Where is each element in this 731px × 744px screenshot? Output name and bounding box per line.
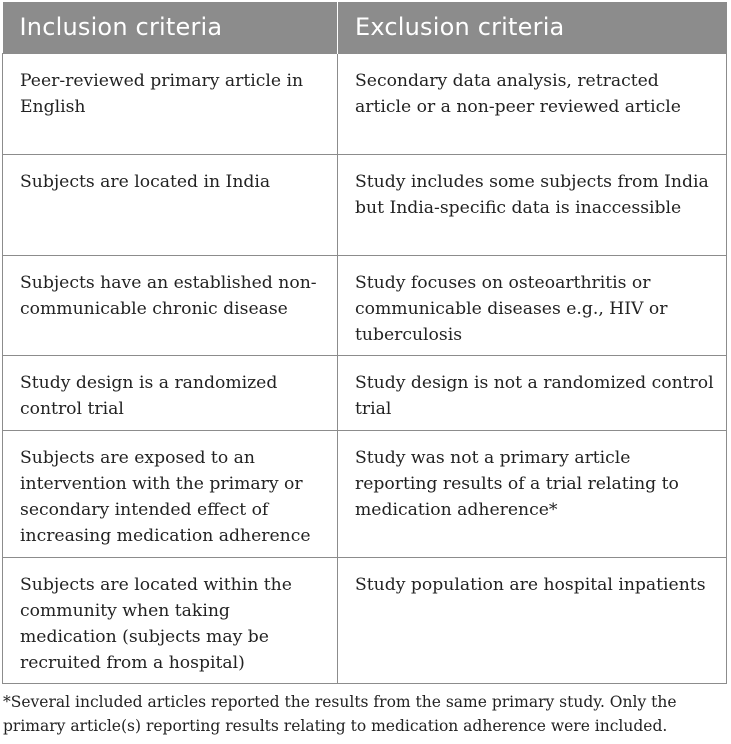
exclusion-cell: Study population are hospital inpatients: [338, 557, 727, 683]
exclusion-cell: Study focuses on osteoarthritis or communicable diseases e.g., HIV or tuberculosis: [338, 255, 727, 355]
criteria-table: [2, 2, 727, 684]
exclusion-criteria-header: Exclusion criteria: [338, 2, 727, 53]
exclusion-cell: Study includes some subjects from India but India-specific data is inaccessible: [338, 154, 727, 255]
inclusion-cell: Subjects have an established non-communicable chronic disease: [3, 255, 338, 355]
inclusion-cell: Subjects are located within the community when taking medication (subjects may be recruited from a hospital): [3, 557, 338, 683]
exclusion-cell: Secondary data analysis, retracted article or a non-peer reviewed article: [338, 53, 727, 154]
inclusion-cell: Peer-reviewed primary article in English: [3, 53, 338, 154]
exclusion-cell: Study design is not a randomized control trial: [338, 355, 727, 430]
table-row: [3, 430, 727, 557]
table-row: [3, 355, 727, 430]
exclusion-cell: Study was not a primary article reporting results of a trial relating to medication adherence*: [338, 430, 727, 557]
inclusion-criteria-header: Inclusion criteria: [3, 2, 338, 53]
header-row: [3, 2, 727, 53]
table-row: [3, 53, 727, 154]
table-row: [3, 154, 727, 255]
table-footnote: *Several included articles reported the results from the same primary study. Only the primary article(s) reporting results relating to medication adherence were included.: [3, 693, 677, 735]
table-row: [3, 557, 727, 683]
inclusion-cell: Study design is a randomized control trial: [3, 355, 338, 430]
inclusion-cell: Subjects are located in India: [3, 154, 338, 255]
inclusion-cell: Subjects are exposed to an intervention with the primary or secondary intended effect of increasing medication adherence: [3, 430, 338, 557]
table-row: [3, 255, 727, 355]
